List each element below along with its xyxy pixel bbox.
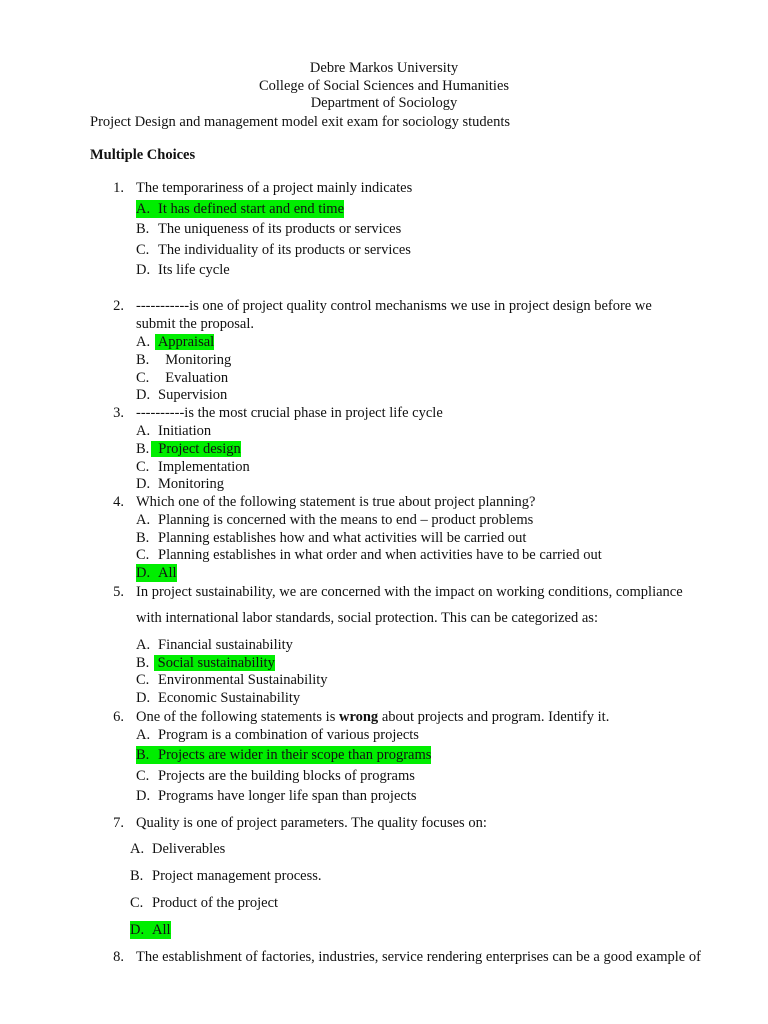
option-text: Deliverables — [152, 841, 226, 857]
option-letter: D. — [136, 387, 151, 403]
option-d[interactable] — [136, 261, 230, 279]
option-text: Projects are the building blocks of programs — [158, 768, 415, 784]
question-number: 8. — [113, 949, 124, 965]
option-letter: C. — [136, 547, 150, 563]
question-text: -----------is one of project quality control mechanisms we use in project design before we — [136, 298, 652, 314]
question-text: The temporariness of a project mainly indicates — [136, 180, 413, 196]
option-letter: C. — [130, 895, 144, 911]
option-a[interactable] — [136, 636, 293, 654]
option-letter: C. — [136, 370, 150, 386]
option-letter: B. — [136, 747, 150, 763]
option-letter: B. — [130, 868, 144, 884]
option-d[interactable] — [136, 564, 177, 582]
question-number: 7. — [113, 815, 124, 831]
question-text — [136, 708, 609, 726]
option-text: Initiation — [158, 423, 212, 439]
option-b[interactable] — [136, 746, 431, 764]
option-letter: A. — [136, 334, 151, 350]
option-text: Environmental Sustainability — [158, 672, 328, 688]
option-letter: B. — [136, 530, 150, 546]
option-b[interactable] — [136, 220, 401, 238]
option-d[interactable] — [136, 475, 224, 493]
college-name: College of Social Sciences and Humanities — [258, 78, 510, 94]
option-text: Programs have longer life span than projects — [158, 788, 417, 804]
option-letter: B. — [136, 655, 150, 671]
option-text: Planning establishes in what order and when activities have to be carried out — [158, 547, 602, 563]
option-letter: D. — [136, 690, 151, 706]
option-letter: A. — [136, 727, 151, 743]
option-b[interactable] — [136, 654, 275, 672]
option-c[interactable] — [136, 671, 328, 689]
option-letter: A. — [136, 201, 151, 217]
option-letter: D. — [136, 262, 151, 278]
option-a[interactable] — [130, 840, 225, 858]
question-number: 4. — [113, 494, 124, 510]
question-text: The establishment of factories, industries, service rendering enterprises can be a good example of — [136, 949, 701, 965]
option-text: Its life cycle — [158, 262, 230, 278]
option-letter: D. — [136, 788, 151, 804]
option-b[interactable] — [136, 351, 231, 369]
option-letter: C. — [136, 672, 150, 688]
option-text: Supervision — [158, 387, 228, 403]
question-number: 6. — [113, 709, 124, 725]
option-a[interactable] — [136, 200, 344, 218]
option-text: Planning establishes how and what activities will be carried out — [158, 530, 527, 546]
option-a[interactable] — [136, 333, 214, 351]
option-text: It has defined start and end time — [158, 201, 345, 217]
option-text: Program is a combination of various projects — [158, 727, 419, 743]
question-text-emphasis: wrong — [338, 709, 379, 725]
option-letter: A. — [136, 512, 151, 528]
option-c[interactable] — [136, 241, 411, 259]
option-c[interactable] — [136, 546, 602, 564]
option-text: Project design — [151, 441, 241, 457]
option-letter: B. — [136, 221, 150, 237]
option-a[interactable] — [136, 511, 533, 529]
option-text: Implementation — [158, 459, 250, 475]
option-c[interactable] — [136, 369, 228, 387]
option-text: Financial sustainability — [158, 637, 293, 653]
option-c[interactable] — [136, 767, 415, 785]
option-text: Product of the project — [152, 895, 279, 911]
option-text: Project management process. — [152, 868, 322, 884]
question-text: Quality is one of project parameters. The quality focuses on: — [136, 815, 487, 831]
question-number: 3. — [113, 405, 124, 421]
option-letter: D. — [136, 565, 151, 581]
option-letter: C. — [136, 242, 150, 258]
option-text: Evaluation — [158, 370, 229, 386]
option-text: Projects are wider in their scope than programs — [158, 747, 432, 763]
option-text: The uniqueness of its products or services — [158, 221, 402, 237]
option-text: Appraisal — [155, 334, 215, 350]
option-letter: A. — [130, 841, 145, 857]
option-text: Planning is concerned with the means to end – product problems — [158, 512, 534, 528]
option-d[interactable] — [136, 386, 227, 404]
question-text-continued: with international labor standards, social protection. This can be categorized as: — [136, 610, 598, 626]
question-text: In project sustainability, we are concerned with the impact on working conditions, compliance — [136, 584, 683, 600]
option-a[interactable] — [136, 726, 419, 744]
question-number: 5. — [113, 584, 124, 600]
option-text: Economic Sustainability — [158, 690, 301, 706]
question-text: Which one of the following statement is true about project planning? — [136, 494, 536, 510]
option-text: The individuality of its products or services — [158, 242, 411, 258]
university-name: Debre Markos University — [309, 60, 459, 76]
option-text: Monitoring — [158, 476, 225, 492]
option-letter: C. — [136, 768, 150, 784]
option-letter: A. — [136, 637, 151, 653]
option-b[interactable] — [136, 440, 241, 458]
question-text-before: One of the following statements is — [136, 709, 339, 725]
option-d[interactable] — [136, 787, 417, 805]
option-a[interactable] — [136, 422, 211, 440]
document-title: Project Design and management model exit exam for sociology students — [90, 114, 510, 130]
option-b[interactable] — [136, 529, 526, 547]
option-letter: A. — [136, 423, 151, 439]
option-letter: B. — [136, 352, 150, 368]
option-text: All — [158, 565, 177, 581]
question-number: 1. — [113, 180, 124, 196]
option-letter: D. — [136, 476, 151, 492]
option-text: Monitoring — [158, 352, 232, 368]
option-d[interactable] — [130, 921, 171, 939]
option-b[interactable] — [130, 867, 322, 885]
option-text: All — [152, 922, 171, 938]
option-letter: D. — [130, 922, 145, 938]
department-name: Department of Sociology — [310, 95, 458, 111]
option-c[interactable] — [130, 894, 278, 912]
option-letter: C. — [136, 459, 150, 475]
question-text-after: about projects and program. Identify it. — [378, 709, 610, 725]
option-c[interactable] — [136, 458, 250, 476]
option-text: Social sustainability — [154, 655, 275, 671]
option-letter: B. — [136, 441, 150, 457]
question-text-continued: submit the proposal. — [136, 316, 255, 332]
option-d[interactable] — [136, 689, 300, 707]
question-text: ----------is the most crucial phase in project life cycle — [136, 405, 443, 421]
question-number: 2. — [113, 298, 124, 314]
section-heading: Multiple Choices — [90, 147, 196, 163]
